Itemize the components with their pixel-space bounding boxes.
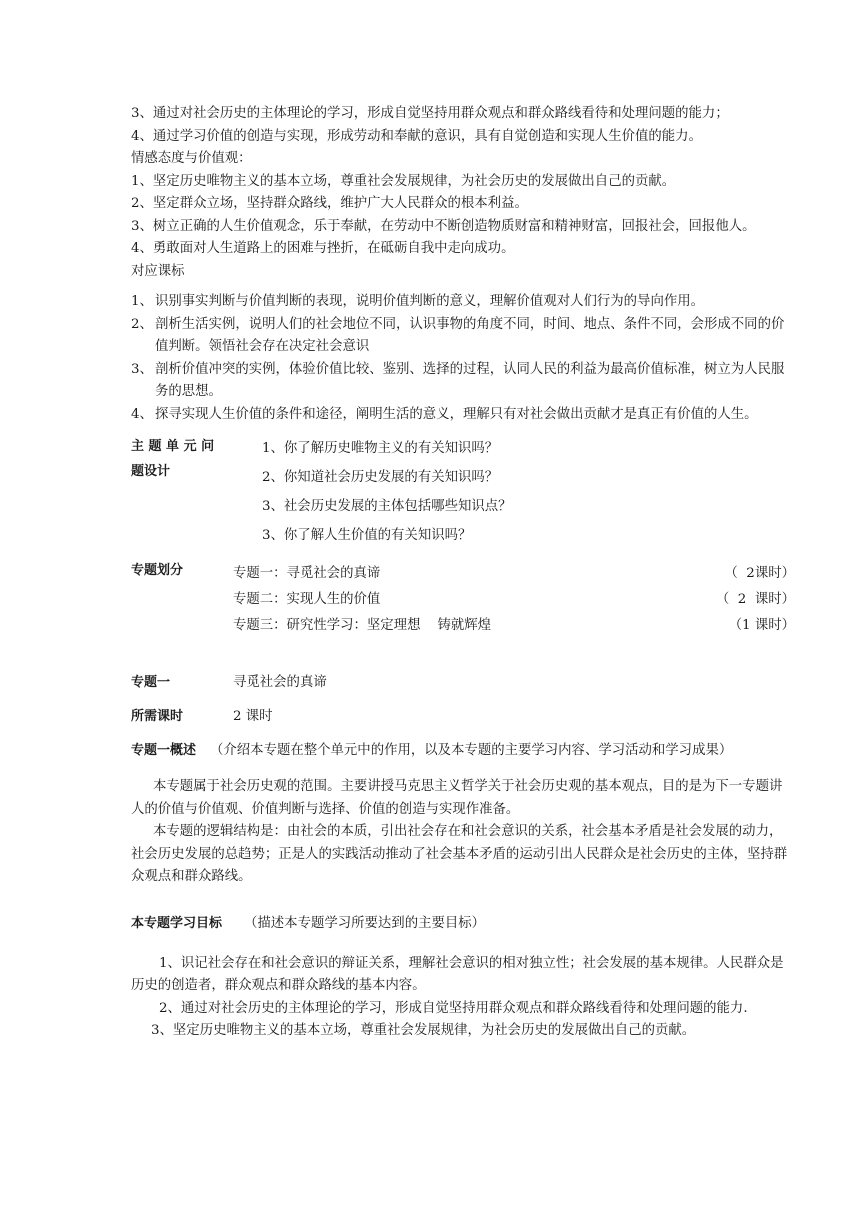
unit-question-2: 2、你知道社会历史发展的有关知识吗？ bbox=[262, 470, 499, 485]
hours-row bbox=[131, 704, 795, 730]
standard-text: 剖析生活实例，说明人们的社会地位不同，认识事物的角度不同，时间、地点、条件不同，会形成不同的价值判断。领悟社会存在决定社会意识 bbox=[155, 316, 785, 354]
overview-note: （介绍本专题在整个单元中的作用，以及本专题的主要学习内容、学习活动和学习成果） bbox=[210, 743, 733, 758]
hours-value: 2 课时 bbox=[233, 709, 273, 724]
division-topic-3 bbox=[233, 610, 795, 636]
division-topics bbox=[233, 558, 795, 636]
unit-question-4: 3、你了解人生价值的有关知识吗？ bbox=[262, 528, 472, 543]
unit-design-label-line2: 题设计 bbox=[131, 464, 171, 479]
topic1-row bbox=[131, 670, 795, 696]
standard-number: 2、 bbox=[131, 316, 153, 332]
division-topic-1 bbox=[233, 558, 795, 584]
division-label: 专题划分 bbox=[131, 563, 184, 578]
emotion-item-1: 1、坚定历史唯物主义的基本立场，尊重社会发展规律，为社会历史的发展做出自己的贡献。 bbox=[131, 173, 676, 189]
emotion-item-4: 4、勇敢面对人生道路上的困难与挫折，在砥砺自我中走向成功。 bbox=[131, 241, 515, 256]
hours-label: 所需课时 bbox=[131, 709, 184, 724]
standards-list bbox=[131, 291, 795, 426]
unit-question-3: 3、社会历史发展的主体包括哪些知识点？ bbox=[262, 499, 512, 514]
topic-name: 专题二：实现人生的价值 bbox=[233, 591, 381, 607]
standard-item-3 bbox=[131, 359, 795, 404]
standard-item-2 bbox=[131, 314, 795, 359]
standard-item-1 bbox=[131, 291, 795, 314]
emotion-item-2: 2、坚定群众立场，坚持群众路线，维护广大人民群众的根本利益。 bbox=[131, 196, 528, 211]
standard-text: 剖析价值冲突的实例，体验价值比较、鉴别、选择的过程，认同人民的利益为最高价值标准，树立为人民服务的思想。 bbox=[155, 361, 785, 399]
objectives-row bbox=[131, 911, 795, 937]
standard-text: 探寻实现人生价值的条件和途径，阐明生活的意义，理解只有对社会做出贡献才是真正有价值的人生。 bbox=[155, 406, 758, 422]
standards-heading: 对应课标 bbox=[131, 263, 185, 279]
objective-item-3: 3、坚定历史唯物主义的基本立场，尊重社会发展规律，为社会历史的发展做出自己的贡献。 bbox=[151, 1023, 696, 1038]
topic-name: 专题三：研究性学习：坚定理想 铸就辉煌 bbox=[233, 617, 492, 633]
division-topic-2 bbox=[233, 584, 795, 610]
topic-name: 专题一：寻觅社会的真谛 bbox=[233, 565, 381, 581]
unit-design-section bbox=[131, 434, 795, 550]
overview-row bbox=[131, 738, 795, 764]
standard-item-4 bbox=[131, 404, 795, 427]
topic-time: （ 2 课时） bbox=[715, 591, 795, 607]
topic1-label: 专题一 bbox=[131, 675, 171, 690]
goal-item-4: 4、通过学习价值的创造与实现，形成劳动和奉献的意识，具有自觉创造和实现人生价值的能力。 bbox=[131, 128, 702, 144]
unit-design-label bbox=[131, 434, 262, 550]
objective-item-1: 1、识记社会存在和社会意识的辩证关系，理解社会意识的相对独立性；社会发展的基本规律。人民群众是历史的创造者，群众观点和群众路线的基本内容。 bbox=[131, 955, 784, 993]
standard-number: 1、 bbox=[131, 294, 153, 309]
objectives-label: 本专题学习目标 bbox=[131, 915, 223, 931]
standard-number: 3、 bbox=[131, 361, 153, 377]
topic-time: （ 2课时） bbox=[724, 565, 795, 581]
objective-item-2: 2、通过对社会历史的主体理论的学习，形成自觉坚持用群众观点和群众路线看待和处理问题的能力. bbox=[159, 1000, 748, 1016]
emotion-heading: 情感态度与价值观： bbox=[131, 151, 252, 166]
document-page bbox=[131, 103, 795, 1043]
standard-text: 识别事实判断与价值判断的表现，说明价值判断的意义，理解价值观对人们行为的导向作用。 bbox=[155, 294, 705, 309]
standard-number: 4、 bbox=[131, 406, 153, 422]
objectives-note: （描述本专题学习所要达到的主要目标） bbox=[244, 915, 486, 931]
unit-design-label-line1: 主 题 单 元 问 bbox=[131, 439, 215, 454]
topic-time: （1 课时） bbox=[728, 617, 795, 633]
overview-paragraph-2: 本专题的逻辑结构是：由社会的本质，引出社会存在和社会意识的关系，社会基本矛盾是社会发展的动力，社会历史发展的总趋势；正是人的实践活动推动了社会基本矛盾的运动引出人民群众是社会历史的主体，坚持群众观点和群众路线。 bbox=[131, 824, 788, 884]
division-section bbox=[131, 558, 795, 636]
goal-item-3: 3、通过对社会历史的主体理论的学习，形成自觉坚持用群众观点和群众路线看待和处理问题的能力； bbox=[131, 106, 729, 121]
overview-paragraph-1: 本专题属于社会历史观的范围。主要讲授马克思主义哲学关于社会历史观的基本观点，目的是为下一专题讲人的价值与价值观、价值判断与选择、价值的创造与实现作准备。 bbox=[131, 779, 783, 817]
emotion-item-3: 3、树立正确的人生价值观念，乐于奉献，在劳动中不断创造物质财富和精神财富，回报社会，回报他人。 bbox=[131, 218, 756, 234]
unit-questions bbox=[262, 434, 512, 550]
unit-question-1: 1、你了解历史唯物主义的有关知识吗？ bbox=[262, 441, 499, 456]
topic1-value: 寻觅社会的真谛 bbox=[233, 675, 327, 690]
overview-label: 专题一概述 bbox=[131, 743, 197, 758]
